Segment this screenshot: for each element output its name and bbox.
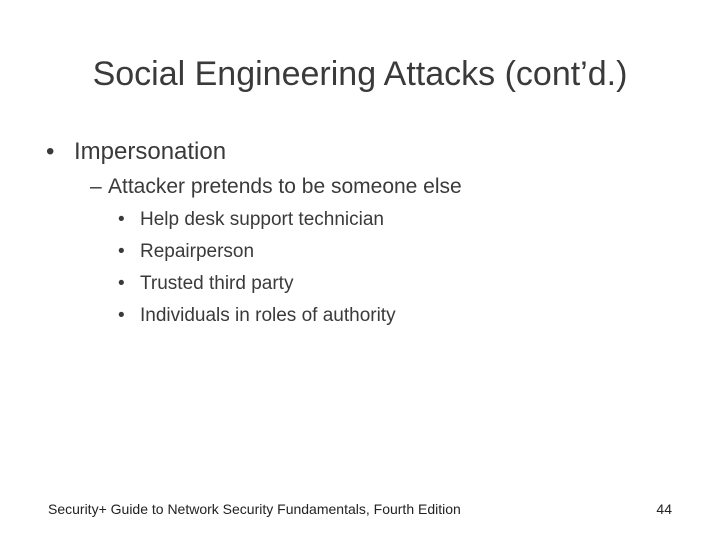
list-item: [118, 208, 396, 240]
bullet-text: Impersonation: [74, 138, 227, 165]
list-item-text: Individuals in roles of authority: [140, 305, 396, 326]
dash-icon: –: [90, 175, 102, 198]
list-item-text: Help desk support technician: [140, 209, 384, 230]
bullet-icon: •: [118, 241, 125, 262]
bullet-icon: •: [118, 305, 125, 326]
bullet-icon: •: [118, 273, 125, 294]
list-item-text: Trusted third party: [140, 273, 294, 294]
list-item: [118, 304, 396, 336]
slide-title: Social Engineering Attacks (cont’d.): [92, 55, 628, 93]
list-item: [118, 272, 396, 304]
sub-bullet-attacker: [90, 175, 462, 199]
footer-source: Security+ Guide to Network Security Fundamentals, Fourth Edition: [48, 501, 461, 517]
sub-bullet-text: Attacker pretends to be someone else: [108, 175, 462, 198]
list-item-text: Repairperson: [140, 241, 255, 262]
page-number: 44: [656, 501, 672, 517]
bullet-impersonation: [46, 138, 226, 166]
bullet-icon: •: [46, 138, 55, 165]
bullet-icon: •: [118, 209, 125, 230]
role-list: [118, 208, 396, 336]
list-item: [118, 240, 396, 272]
